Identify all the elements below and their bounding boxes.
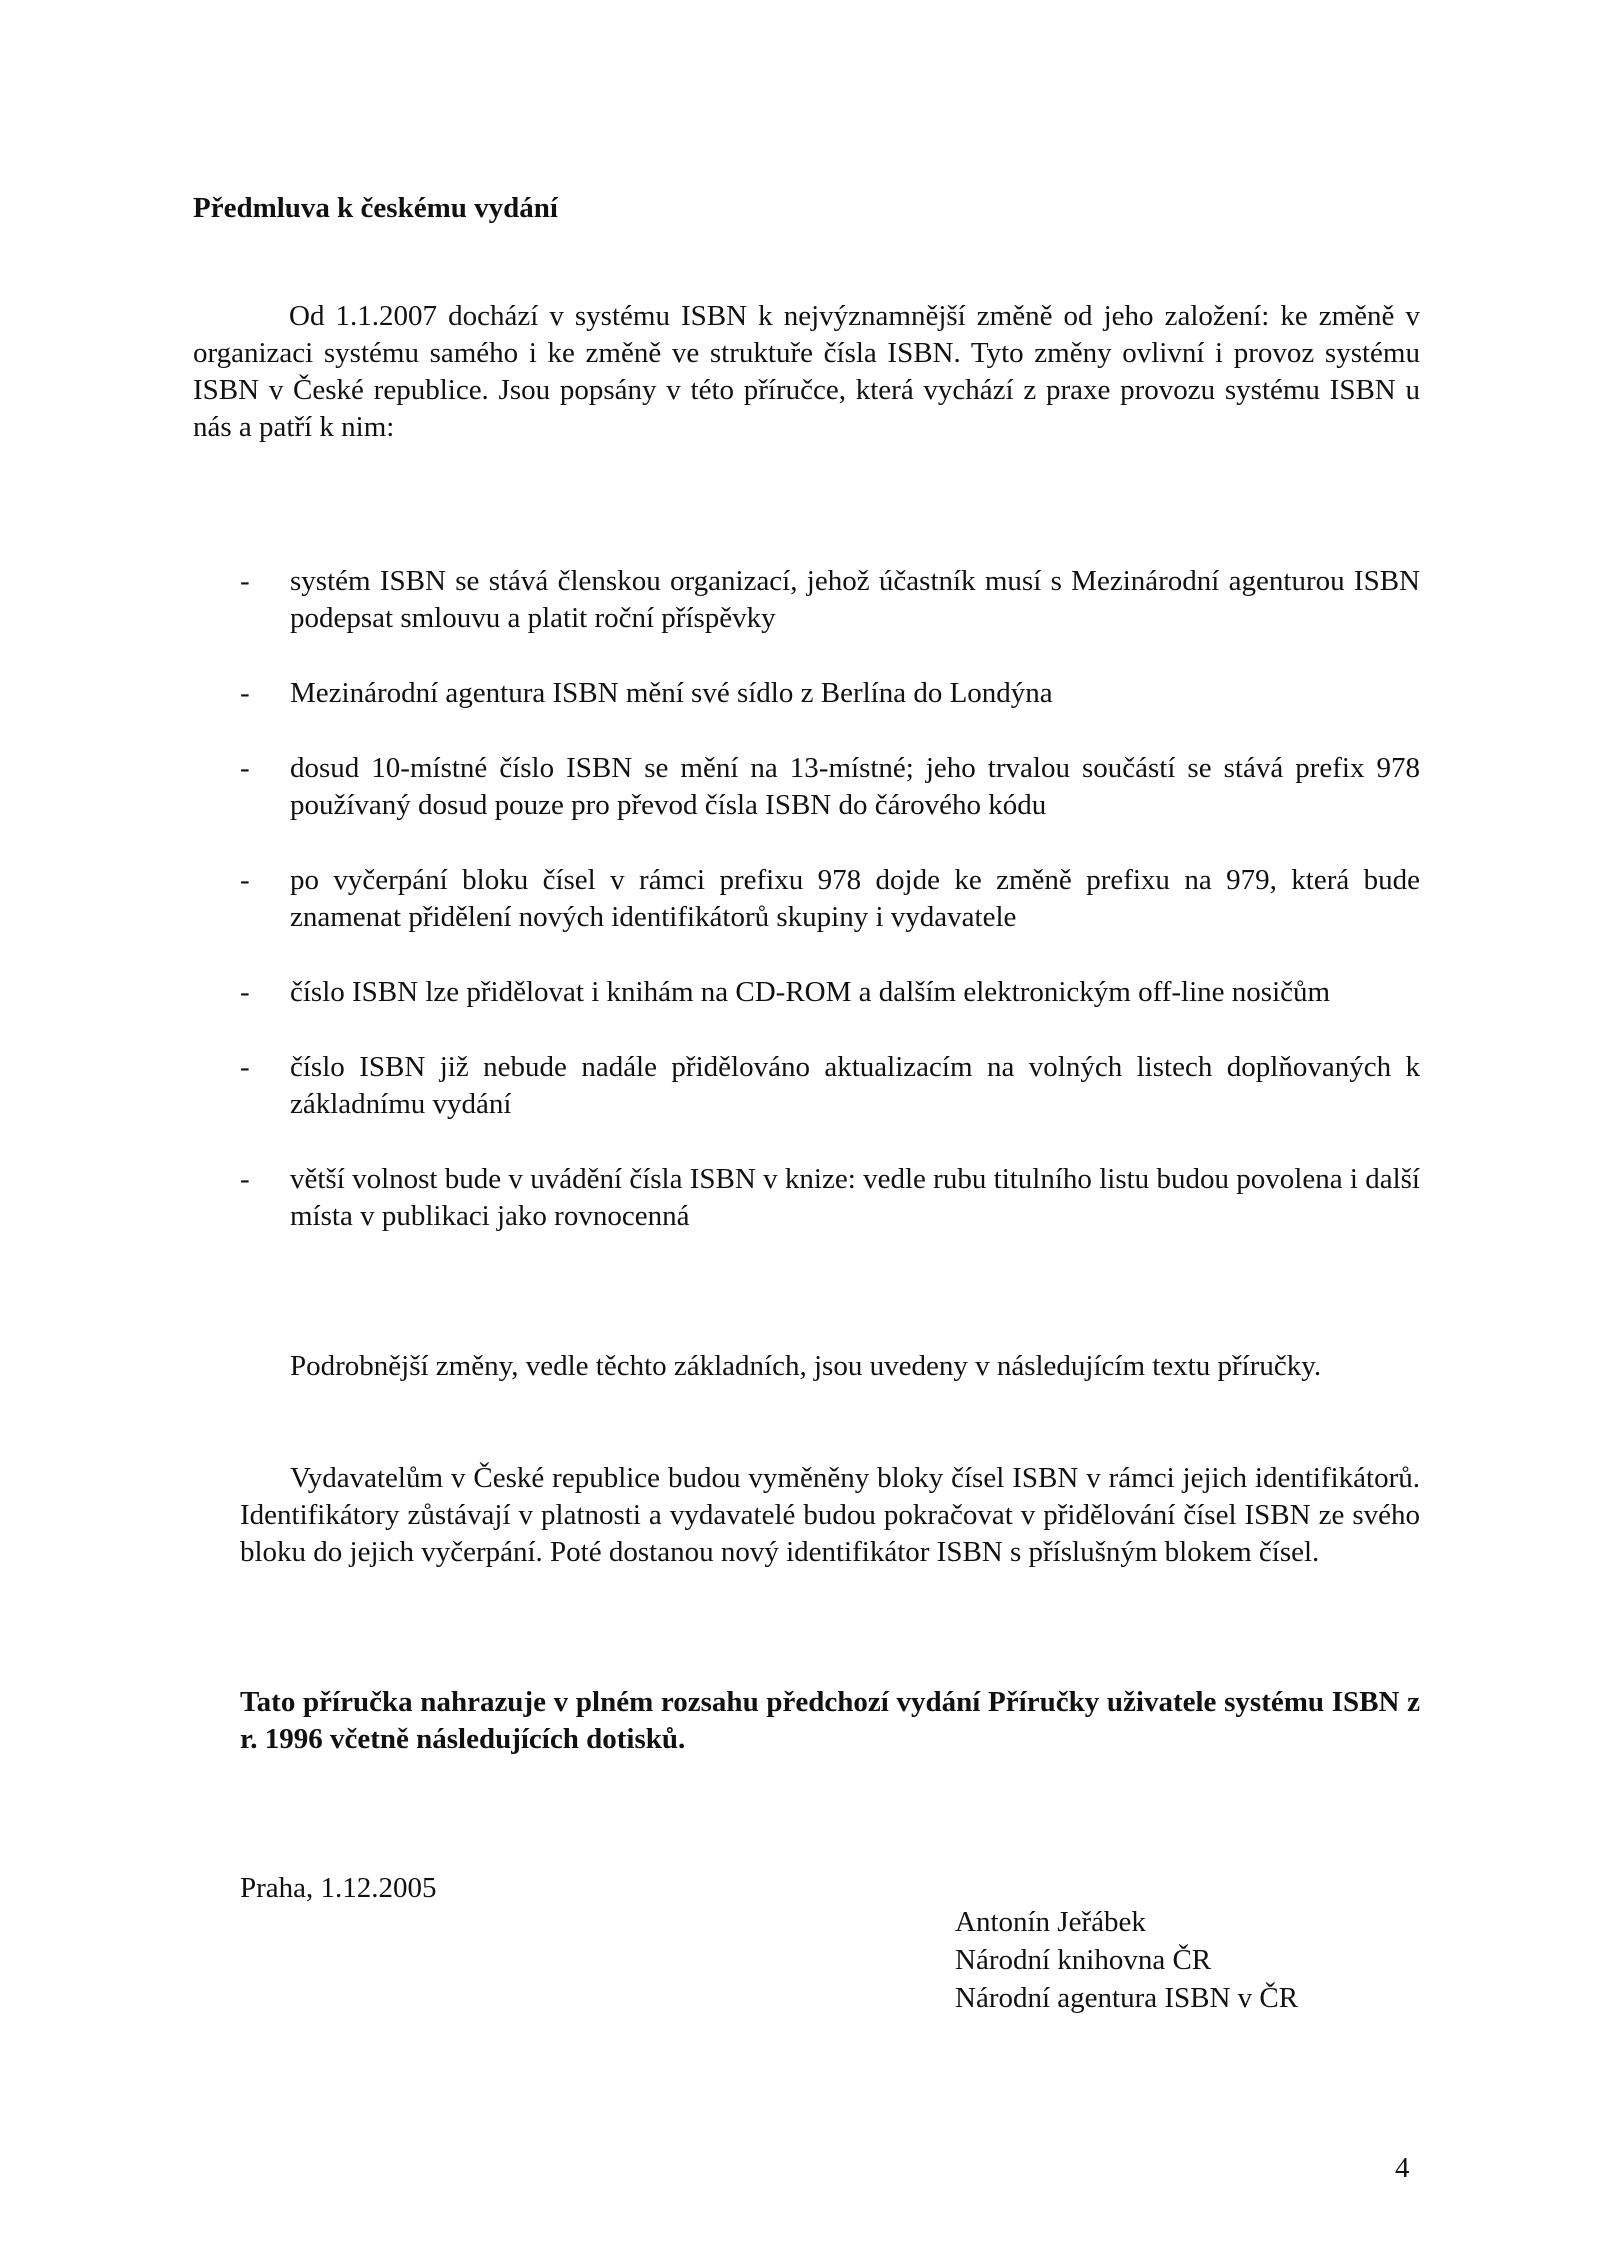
signatory-agency: Národní agentura ISBN v ČR xyxy=(955,1982,1299,2014)
list-item-text: větší volnost bude v uvádění čísla ISBN v knize: vedle rubu titulního listu budou povolena i další místa v publikaci jako rovnocenná xyxy=(290,1163,1420,1232)
list-dash: - xyxy=(240,1163,250,1195)
list-item-text: po vyčerpání bloku čísel v rámci prefixu 978 dojde ke změně prefixu na 979, která bude znamenat přidělení nových identifikátorů skupiny i vydavatele xyxy=(290,864,1420,933)
replacement-note: Tato příručka nahrazuje v plném rozsahu předchozí vydání Příručky uživatele systému ISBN z r. 1996 včetně následujících dotisků. xyxy=(240,1686,1420,1755)
list-dash: - xyxy=(240,1051,250,1083)
list-item-text: systém ISBN se stává členskou organizací, jehož účastník musí s Mezinárodní agenturou ISBN podepsat smlouvu a platit roční příspěvky xyxy=(290,565,1420,634)
list-dash: - xyxy=(240,565,250,597)
list-dash: - xyxy=(240,976,250,1008)
list-item-text: číslo ISBN již nebude nadále přidělováno aktualizacím na volných listech doplňovaných k základnímu vydání xyxy=(290,1051,1420,1120)
list-item xyxy=(240,862,1420,936)
list-dash: - xyxy=(240,864,250,896)
list-item-text: číslo ISBN lze přidělovat i knihám na CD-ROM a dalším elektronickým off-line nosičům xyxy=(290,976,1331,1008)
signatory-institution: Národní knihovna ČR xyxy=(955,1944,1212,1976)
changes-list xyxy=(240,563,1420,1273)
list-item xyxy=(240,675,1420,712)
details-paragraph: Podrobnější změny, vedle těchto základních, jsou uvedeny v následujícím textu příručky. xyxy=(290,1350,1322,1382)
list-dash: - xyxy=(240,752,250,784)
list-item-text: Mezinárodní agentura ISBN mění své sídlo z Berlína do Londýna xyxy=(290,677,1053,709)
place-date: Praha, 1.12.2005 xyxy=(240,1872,437,1904)
list-dash: - xyxy=(240,677,250,709)
list-item xyxy=(240,1049,1420,1123)
list-item xyxy=(240,750,1420,824)
list-item xyxy=(240,974,1420,1011)
list-item-text: dosud 10-místné číslo ISBN se mění na 13-místné; jeho trvalou součástí se stává prefix 978 používaný dosud pouze pro převod čísla ISBN do čárového kódu xyxy=(290,752,1420,821)
signatory-name: Antonín Jeřábek xyxy=(955,1906,1146,1938)
publishers-paragraph: Vydavatelům v České republice budou vyměněny bloky čísel ISBN v rámci jejich identifikátorů. Identifikátory zůstávají v platnosti a vydavatelé budou pokračovat v přidělování čísel ISBN ze svého bloku do jejich vyčerpání. Poté dostanou nový identifikátor ISBN s příslušným blokem čísel. xyxy=(240,1462,1420,1568)
list-item xyxy=(240,1161,1420,1235)
intro-paragraph: Od 1.1.2007 dochází v systému ISBN k nejvýznamnější změně od jeho založení: ke změně v organizaci systému samého i ke změně ve struktuře čísla ISBN. Tyto změny ovlivní i provoz systému ISBN v České republice. Jsou popsány v této příručce, která vychází z praxe provozu systému ISBN u nás a patří k nim: xyxy=(193,300,1420,443)
list-item xyxy=(240,563,1420,637)
page-number: 4 xyxy=(1395,2152,1410,2184)
page-heading: Předmluva k českému vydání xyxy=(193,192,558,224)
signature-block xyxy=(955,1903,1298,2017)
